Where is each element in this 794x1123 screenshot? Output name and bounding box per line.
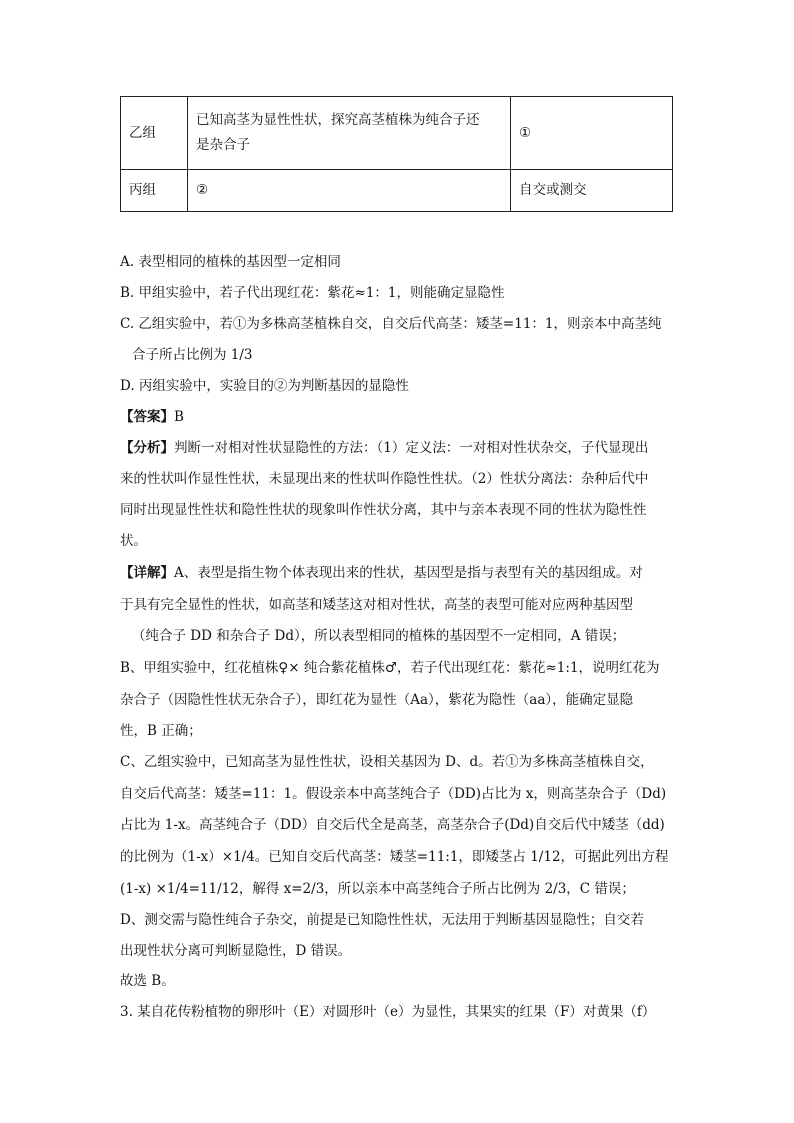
table-cell-method: 自交或测交 — [511, 170, 673, 212]
answer-tag: 【答案】 — [120, 409, 174, 425]
detail-line: 于具有完全显性的性状，如高茎和矮茎这对相对性状，高茎的表型可能对应两种基因型 — [120, 597, 633, 613]
detail-line: (1-x) ×1/4=11/12，解得 x=2/3，所以亲本中高茎纯合子所占比例为 2/3，C 错误； — [120, 881, 635, 897]
detail-line: 出现性状分离可判断显隐性，D 错误。 — [120, 943, 352, 959]
detail-line: 占比为 1-x。高茎纯合子（DD）自交后代全是高茎，高茎杂合子(Dd)自交后代中矮茎（dd) — [120, 817, 665, 833]
analysis-line: 同时出现显性性状和隐性性状的现象叫作性状分离，其中与亲本表现不同的性状为隐性性 — [120, 502, 647, 518]
table-cell-purpose: ② — [188, 170, 511, 212]
table-cell-text-line: 是杂合子 — [196, 137, 250, 153]
detail-tag: 【详解】 — [120, 565, 174, 581]
option-c-line2: 合子所占比例为 1/3 — [132, 347, 253, 363]
table-cell-method: ① — [511, 97, 673, 170]
detail-line: （纯合子 DD 和杂合子 Dd），所以表型相同的植株的基因型不一定相同，A 错误； — [132, 628, 626, 644]
table-cell-text-line: 已知高茎为显性性状，探究高茎植株为纯合子还 — [196, 112, 480, 128]
table-cell-group: 乙组 — [121, 97, 188, 170]
option-c-line1: C. 乙组实验中，若①为多株高茎植株自交，自交后代高茎：矮茎=11：1，则亲本中高茎纯 — [120, 316, 662, 332]
analysis-tag: 【分析】 — [120, 440, 174, 456]
detail-line: 杂合子（因隐性性状无杂合子），即红花为显性（Aa），紫花为隐性（aa），能确定显隐 — [120, 692, 634, 708]
detail-line: 自交后代高茎：矮茎=11：1。假设亲本中高茎纯合子（DD)占比为 x，则高茎杂合子（Dd) — [120, 786, 667, 802]
table-cell-group: 丙组 — [121, 170, 188, 212]
detail-line: D、测交需与隐性纯合子杂交，前提是已知隐性性状，无法用于判断基因显隐性；自交若 — [120, 912, 644, 928]
table-row — [121, 97, 673, 170]
option-d: D. 丙组实验中，实验目的②为判断基因的显隐性 — [120, 378, 409, 394]
analysis-line: 状。 — [120, 533, 147, 549]
analysis-line: 来的性状叫作显性性状，未显现出来的性状叫作隐性性状。（2）性状分离法：杂种后代中 — [120, 471, 649, 487]
detail-text: A、表型是指生物个体表现出来的性状，基因型是指与表型有关的基因组成。对 — [174, 565, 643, 581]
detail-line: C、乙组实验中，已知高茎为显性性状，设相关基因为 D、d。若①为多株高茎植株自交， — [120, 754, 654, 770]
table-row — [121, 170, 673, 212]
answer-value: B — [174, 409, 184, 425]
option-a: A. 表型相同的植株的基因型一定相同 — [120, 254, 341, 270]
experiment-table — [120, 96, 673, 212]
analysis-text: 判断一对相对性状显隐性的方法：（1）定义法：一对相对性状杂交，子代显现出 — [174, 440, 649, 456]
detail-line: 性，B 正确； — [120, 723, 202, 739]
detail-line: B、甲组实验中，红花植株♀× 纯合紫花植株♂，若子代出现红花：紫花≈1:1，说明红花为 — [120, 660, 660, 676]
analysis-line — [120, 438, 680, 458]
option-b: B. 甲组实验中，若子代出现红花：紫花≈1：1，则能确定显隐性 — [120, 285, 505, 301]
conclusion: 故选 B。 — [120, 973, 175, 989]
next-question: 3. 某自花传粉植物的卵形叶（E）对圆形叶（e）为显性，其果实的红果（F）对黄果（f） — [120, 1004, 656, 1020]
table-cell-purpose — [188, 97, 511, 170]
answer-line — [120, 407, 680, 427]
detail-line: 的比例为（1-x）×1/4。已知自交后代高茎：矮茎=11:1，即矮茎占 1/12，可据此列出方程 — [120, 849, 669, 865]
detail-line — [120, 563, 680, 583]
